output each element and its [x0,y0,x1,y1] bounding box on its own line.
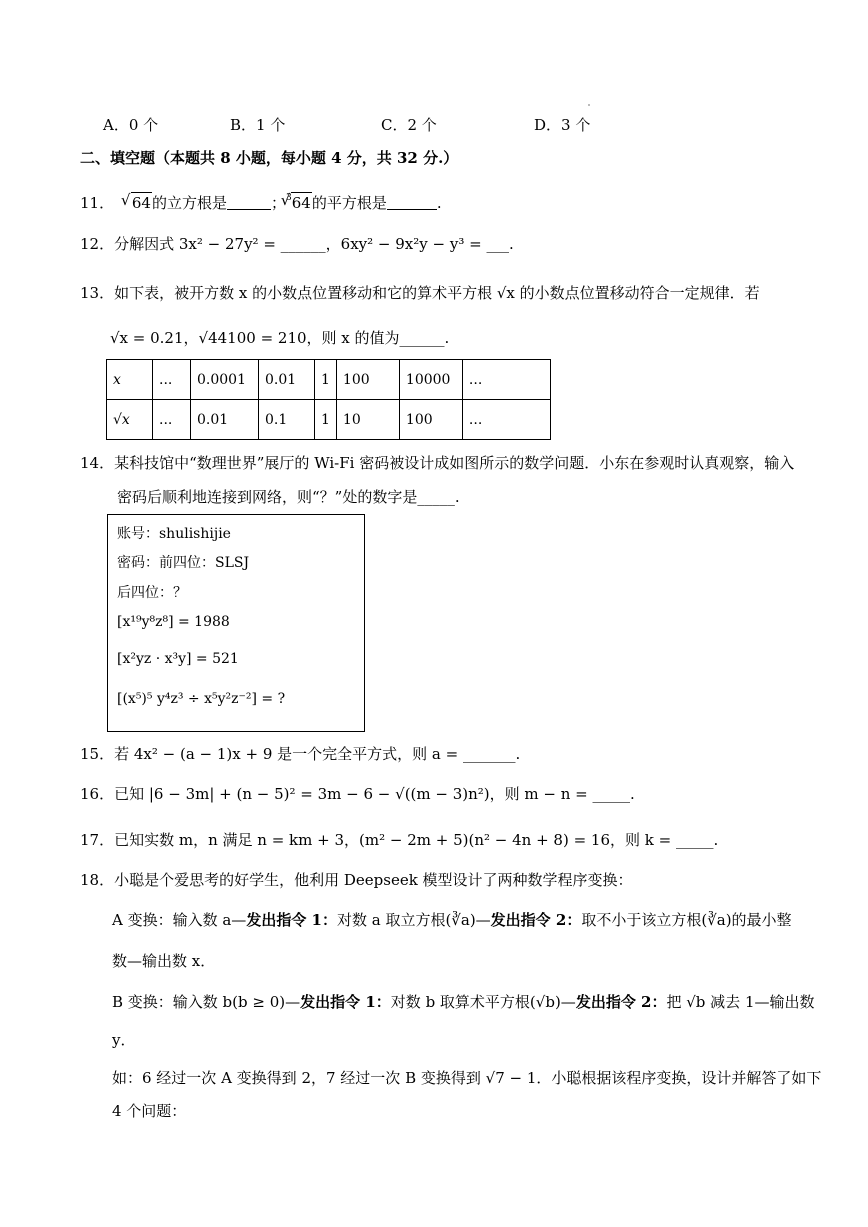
table-cell: ... [153,360,191,400]
table-cell: x [107,360,153,400]
question-14 [80,453,794,473]
q17-number: 17． [80,831,115,849]
q11-blank-2 [387,195,437,210]
transform-a-cmd1: 发出指令 1： [246,911,337,929]
table-cell: ... [153,400,191,440]
transform-b-step1: 对数 b 取算术平方根(√b)— [390,993,576,1011]
q18-example: 如：6 经过一次 A 变换得到 2，7 经过一次 B 变换得到 √7 − 1．小聪根据该程序变换，设计并解答了如下 [112,1069,822,1087]
table-cell: ... [462,360,550,400]
transform-a-input: A 变换：输入数 a— [112,911,247,929]
question-11 [80,188,442,213]
transform-b-input: B 变换：输入数 b(b ≥ 0)— [112,993,301,1011]
section-title: 二、填空题（本题共 8 小题，每小题 4 分，共 32 分.） [80,149,459,167]
q16-text: 已知 |6 − 3m| + (n − 5)² = 3m − 6 − √((m − 3)n²)，则 m − n = _____. [114,785,635,803]
q18-number: 18． [80,871,115,889]
table-cell: 0.01 [259,360,315,400]
wifi-formula-3: [(x⁵)⁵ y⁴z³ ÷ x⁵y²z⁻²] = ? [117,691,286,707]
question-15 [80,744,520,764]
wifi-password-box [107,514,365,732]
choice-d: D．3 个 [534,116,591,134]
transform-a-step2: 取不小于该立方根(∛a)的最小整 [581,911,792,929]
cube-root-index: 3 [286,193,292,203]
wifi-formula-1: [x¹⁹y⁸z⁸] = 1988 [117,614,230,630]
q12-text: 分解因式 3x² − 27y² = ______，6xy² − 9x²y − y³ = ___. [114,235,514,253]
root-table [106,359,551,440]
sqrt-64: √ 64 [131,192,152,213]
q12-number: 12． [80,235,115,253]
transform-a-step1: 对数 a 取立方根(∛a)— [336,911,491,929]
table-cell: √x [107,400,153,440]
transform-b-cmd2: 发出指令 2： [575,993,667,1011]
table-cell: 10000 [399,360,462,400]
table-cell: ... [462,400,550,440]
scan-speck [588,104,590,106]
q11-text-2: 的平方根是 [311,194,387,212]
transform-b [112,992,815,1012]
table-cell: 100 [336,360,399,400]
q14-number: 14． [80,454,115,472]
transform-a-cmd2: 发出指令 2： [490,911,582,929]
table-row [107,400,551,440]
table-cell: 0.1 [259,400,315,440]
q18-example-2: 4 个问题： [112,1102,187,1120]
choice-c: C．2 个 [381,116,437,134]
q13-text: 如下表，被开方数 x 的小数点位置移动和它的算术平方根 √x 的小数点位置移动符合一定规律．若 [114,284,760,302]
transform-a [112,910,792,930]
q16-number: 16． [80,785,115,803]
wifi-account: 账号：shulishijie [117,526,231,542]
choice-b: B．1 个 [230,116,286,134]
table-cell: 100 [399,400,462,440]
wifi-password-prefix: 密码：前四位：SLSJ [117,555,250,571]
table-cell: 1 [315,400,337,440]
question-17 [80,830,718,850]
q18-text: 小聪是个爱思考的好学生，他利用 Deepseek 模型设计了两种数学程序变换： [114,871,633,889]
q14-text-2: 密码后顺利地连接到网络，则“？”处的数字是_____. [117,488,460,506]
question-12 [80,234,514,254]
q15-text: 若 4x² − (a − 1)x + 9 是一个完全平方式，则 a = _______. [114,745,521,763]
table-row [107,360,551,400]
q13-number: 13． [80,284,115,302]
transform-a-output: 数—输出数 x． [112,952,216,970]
transform-b-step2: 把 √b 减去 1—输出数 [666,993,815,1011]
choice-a: A．0 个 [103,116,159,134]
table-cell: 10 [336,400,399,440]
wifi-formula-2: [x²yz · x³y] = 521 [117,651,239,667]
question-16 [80,784,635,804]
table-cell: 0.01 [191,400,259,440]
q13-text-2: √x = 0.21，√44100 = 210，则 x 的值为______. [110,329,450,347]
table-cell: 1 [315,360,337,400]
q11-blank-1 [227,195,271,210]
cbrt-64: √ 64 [291,192,312,213]
q14-text: 某科技馆中“数理世界”展厅的 Wi-Fi 密码被设计成如图所示的数学问题．小东在参观时认真观察，输入 [114,454,795,472]
transform-b-output: y． [112,1031,136,1049]
q11-sep: ； [270,194,286,212]
question-18 [80,870,633,890]
question-13 [80,283,760,303]
q11-text-1: 的立方根是 [151,194,227,212]
q11-number: 11． [80,194,115,212]
q15-number: 15． [80,745,115,763]
q17-text: 已知实数 m，n 满足 n = km + 3，(m² − 2m + 5)(n² − 4n + 8) = 16，则 k = _____. [114,831,719,849]
transform-b-cmd1: 发出指令 1： [300,993,391,1011]
q11-end: . [436,194,442,212]
table-cell: 0.0001 [191,360,259,400]
wifi-last-four: 后四位：？ [117,585,187,601]
